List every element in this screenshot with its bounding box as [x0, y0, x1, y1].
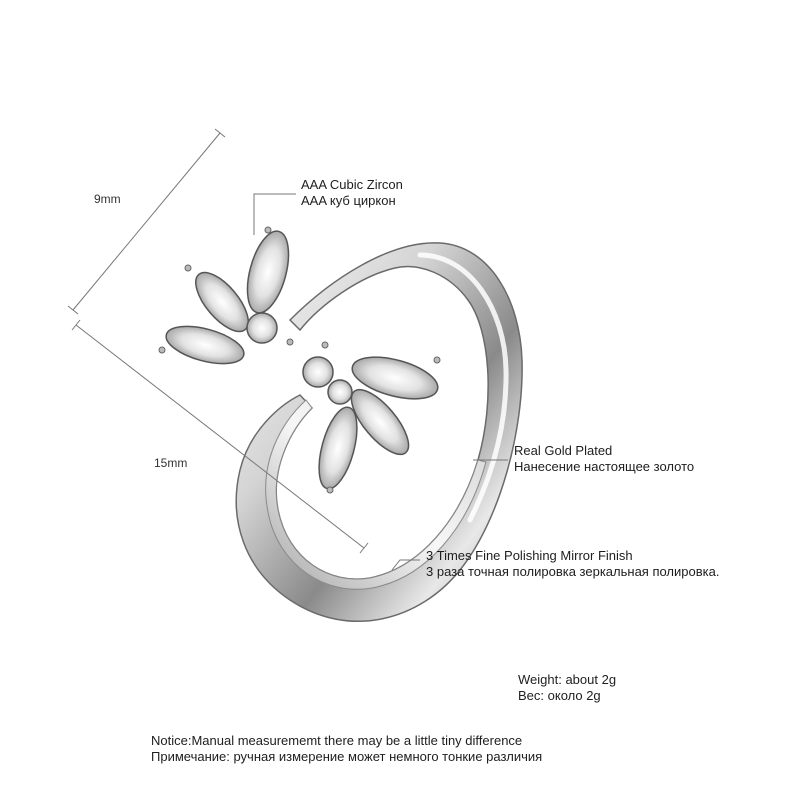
gem-prong [434, 357, 440, 363]
gem-prong [287, 339, 293, 345]
dimension-label-width: 9mm [94, 192, 121, 206]
gem-marquise [240, 227, 297, 317]
polish-callout-ru: 3 раза точная полировка зеркальная полировка. [426, 564, 720, 579]
zircon-callout-ru: AAA куб циркон [301, 193, 396, 208]
gem-prong [322, 342, 328, 348]
notice-ru: Примечание: ручная измерение может немного тонкие различия [151, 749, 543, 764]
gem-marquise [312, 403, 365, 492]
plating-callout-ru: Нанесение настоящее золото [514, 459, 695, 474]
gem-prong [265, 227, 271, 233]
dimension-label-diameter: 15mm [154, 456, 188, 470]
dimension-tick [72, 320, 80, 330]
gem-prong [327, 487, 333, 493]
polish-callout-en: 3 Times Fine Polishing Mirror Finish [426, 548, 633, 563]
zircon-callout-en: AAA Cubic Zircon [301, 177, 403, 192]
dimension-tick [68, 306, 78, 314]
upper-butterfly [159, 227, 296, 371]
gem-prong [159, 347, 165, 353]
dimension-tick [360, 543, 368, 553]
plating-callout-en: Real Gold Plated [514, 443, 613, 458]
gem-round [328, 380, 352, 404]
notice-en: Notice:Manual measurememt there may be a little tiny difference [151, 733, 523, 748]
gem-round [303, 357, 333, 387]
gem-round [247, 313, 277, 343]
dimension-tick [215, 129, 225, 137]
weight-en: Weight: about 2g [518, 672, 617, 687]
zircon-leader-line [254, 194, 296, 235]
gem-prong [185, 265, 191, 271]
weight-ru: Вес: около 2g [518, 688, 601, 703]
lower-butterfly [303, 342, 442, 493]
